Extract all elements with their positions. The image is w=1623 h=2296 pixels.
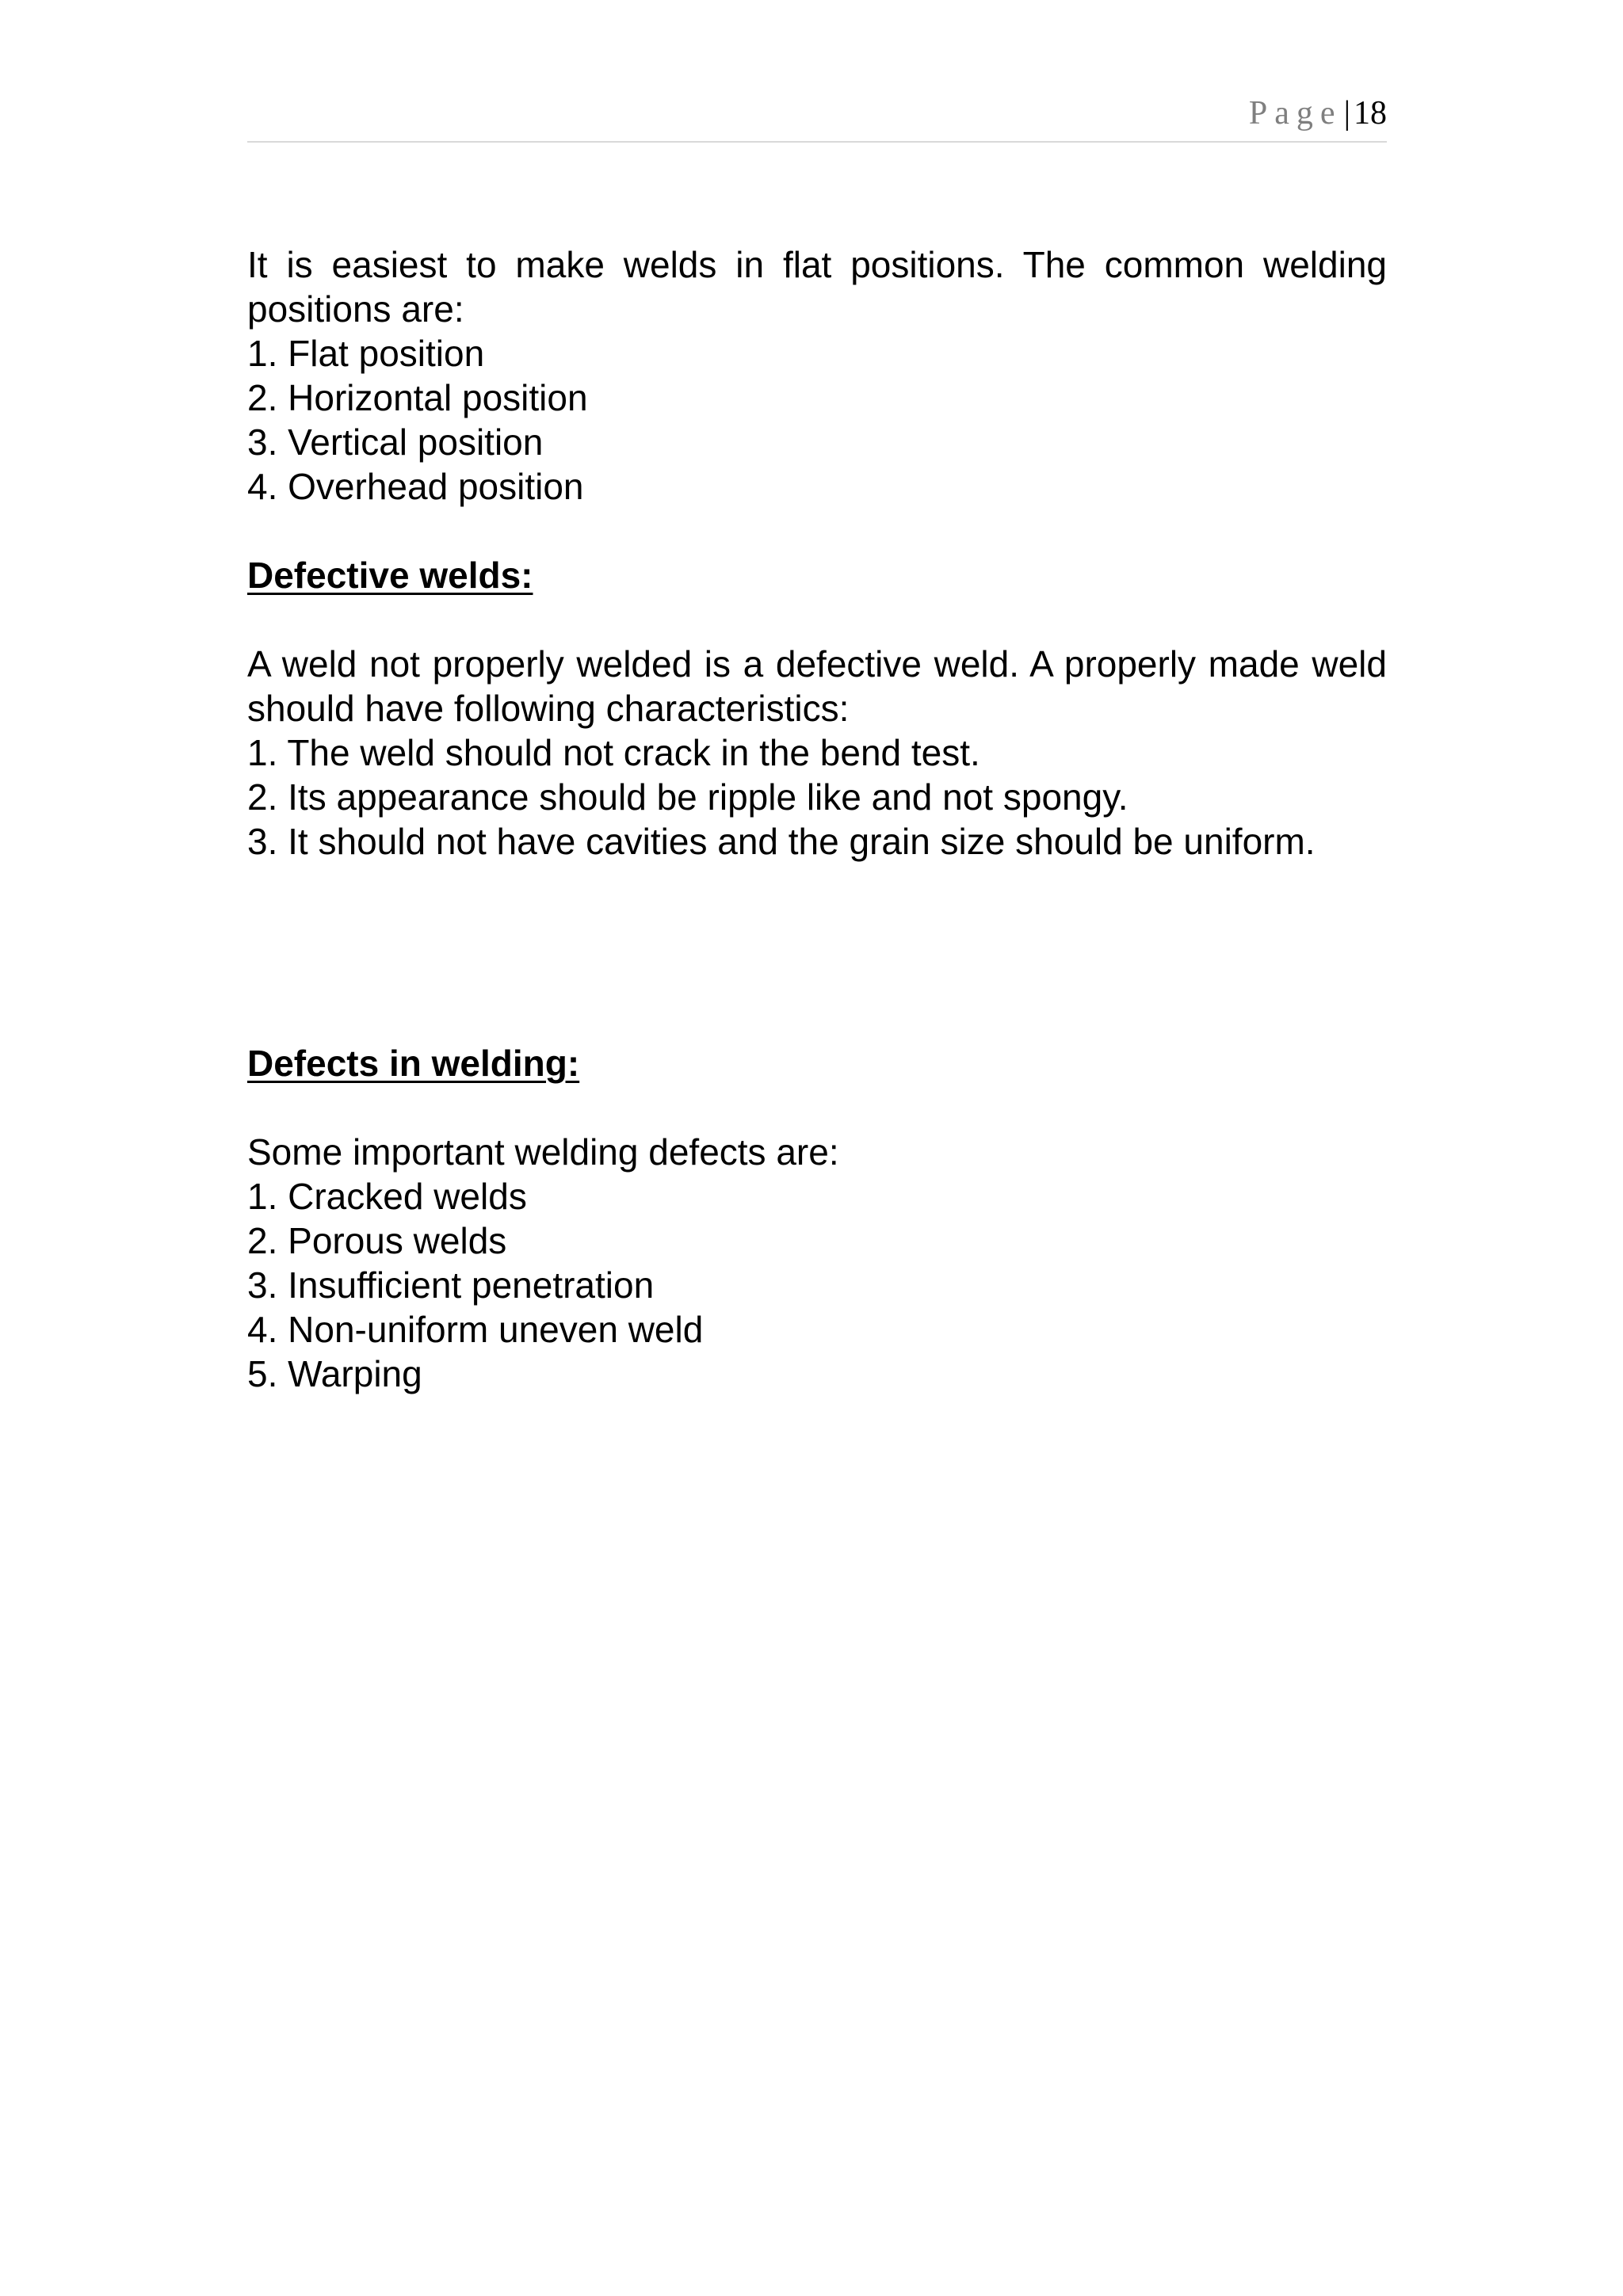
list-item: 1. Cracked welds [247, 1176, 527, 1217]
list-item: 2. Horizontal position [247, 377, 588, 418]
section-paragraph: Some important welding defects are: [247, 1131, 839, 1173]
welding-defects-list [247, 1174, 1387, 1396]
list-item: 4. Non-uniform uneven weld [247, 1309, 704, 1350]
weld-characteristics-list [247, 730, 1387, 864]
defective-welds-section [247, 553, 1387, 864]
page-number: 18 [1354, 95, 1387, 132]
defects-in-welding-section [247, 1041, 1387, 1396]
list-item: 1. Flat position [247, 333, 485, 374]
list-item: 5. Warping [247, 1353, 422, 1394]
spacer [247, 864, 1387, 1041]
spacer [247, 1085, 1387, 1130]
list-item: 2. Porous welds [247, 1220, 507, 1261]
list-item: 3. It should not have cavities and the grain size should be uniform. [247, 821, 1316, 862]
section-heading: Defective welds: [247, 555, 533, 596]
spacer [247, 509, 1387, 553]
section-heading: Defects in welding: [247, 1043, 580, 1084]
spacer [247, 597, 1387, 642]
document-body [247, 242, 1387, 1396]
page-number-label [1249, 97, 1387, 130]
list-item: 3. Insufficient penetration [247, 1264, 655, 1306]
welding-positions-list [247, 331, 1387, 509]
list-item: 4. Overhead position [247, 466, 584, 507]
list-item: 2. Its appearance should be ripple like and not spongy. [247, 776, 1128, 818]
list-item: 1. The weld should not crack in the bend test. [247, 732, 980, 773]
list-item: 3. Vertical position [247, 421, 544, 463]
welding-positions-section [247, 242, 1387, 509]
page-separator: | [1343, 95, 1350, 132]
page-header [247, 93, 1387, 143]
intro-paragraph: It is easiest to make welds in flat positions. The common welding positions are: [247, 244, 1387, 330]
page-word: Page [1248, 95, 1342, 132]
section-paragraph: A weld not properly welded is a defective weld. A properly made weld should have following characteristics: [247, 643, 1387, 729]
